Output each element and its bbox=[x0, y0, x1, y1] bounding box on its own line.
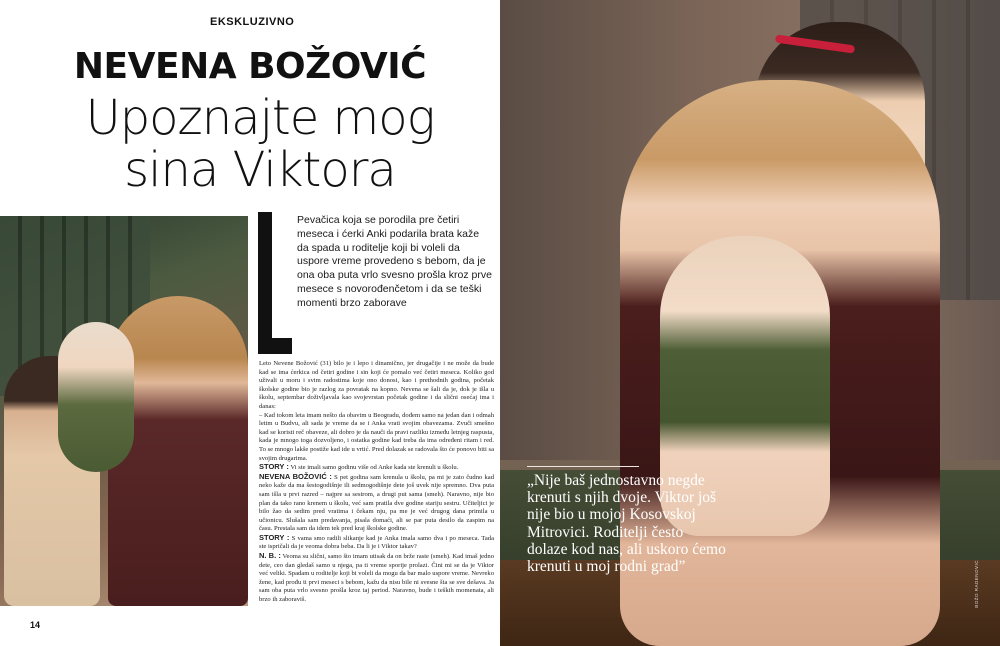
speaker-label: STORY : bbox=[259, 462, 289, 472]
body-paragraph: – Kad tokom leta imam nešto da obavim u Beogradu, dođem samo na jedan dan i odmah letim u Budvu, ali sada je vreme da se i Anka vrati svojim obavezama. Zvuči smešno kad se koristi reč obaveze, ali dobro je da nauči da pravi razliku između letnjeg raspusta, kada je mnogo toga dozvoljeno, i ostatka godine kad treba da ima određeni ritam i red. To se mnogo lakše postiže kad ide u vrtić. Pred dolazak se radovala što će ponovo biti sa svojim drugarima. bbox=[259, 411, 494, 462]
celebrity-name-title: NEVENA BOŽOVIĆ bbox=[73, 46, 427, 87]
article-body bbox=[259, 360, 494, 605]
family-photo-left bbox=[0, 216, 248, 606]
drop-cap-letter bbox=[258, 212, 292, 354]
speaker-label: NEVENA BOŽOVIĆ : bbox=[259, 471, 332, 481]
body-paragraph: Leto Nevene Božović (31) bilo je i lepo i dinamično, jer drugačije i ne može da bude kad se ima ćerkica od četiri godine i sin koji će pomalo već četiri meseca. Koliko god uživali u moru i svim radostima koje ono donosi, kao i prethodnih godina, početak školske godine bio je razlog za povratak na kopno. Nevena se šali da je, dok je išla u školu, septembar doživljavala kao svojevrstan početak godine i da slični osećaj ima i danas: bbox=[259, 360, 494, 410]
interview-question: STORY : S vama smo radili slikanje kad je Anka imala samo dva i po meseca. Tada ste ispričali da je veoma dobra beba. Da li je i Viktor takav? bbox=[259, 532, 495, 551]
article-headline bbox=[40, 92, 480, 196]
photo-credit: BOŽO RADENOVIĆ bbox=[974, 560, 979, 608]
section-kicker: EKSKLUZIVNO bbox=[210, 16, 295, 28]
page-number: 14 bbox=[30, 620, 41, 630]
headline-line-1: Upoznajte mog bbox=[85, 90, 435, 146]
speaker-label: STORY : bbox=[259, 532, 290, 542]
article-lead: Pevačica koja se porodila pre četiri meseca i ćerki Anki podarila brata kaže da spada u roditelje koji bi voleli da uspore vreme provedeno s bebom, da je ona oba puta vrlo svesno prošla kroz prve mesece s novorođenčetom i da se teški momenti brzo zaborave bbox=[297, 214, 492, 309]
interview-question: STORY : Vi ste imali samo godinu više od Anke kada ste krenuli u školu. bbox=[259, 462, 459, 472]
quote-divider bbox=[527, 466, 639, 467]
headline-line-2: sina Viktora bbox=[124, 142, 396, 198]
interview-answer: N. B. : Veoma su slični, samo što imam utisak da on brže raste (smeh). Kad imaš jedno dete, ceo dan gledaš samo u njega, pa ti vreme sporije prolazi. Čini mi se da je Viktor već veliki. Spadam u roditelje koji bi voleli da mogu da bar malo uspore vreme. Nevreko žene, kad prođu ti prvi meseci s bebom, kažu da nisu bile ni svesne šta se sve dešava. Ja sam oba puta vrlo svesno prošla kroz taj period. Naravno, bude i teških momenata, ali brzo ih zaboraviš. bbox=[259, 551, 494, 604]
pull-quote: „Nije baš jednostavno negde krenuti s njih dvoje. Viktor još nije bio u mojoj Kosovskoj Mitrovici. Roditelji često dolaze kod nas, ali uskoro ćemo krenuti u moj rodni grad” bbox=[527, 472, 726, 576]
speaker-label: N. B. : bbox=[259, 551, 281, 561]
photo-baby-figure bbox=[58, 322, 134, 472]
interview-answer: NEVENA BOŽOVIĆ : S pet godina sam krenula u školu, pa mi je zato čudno kad neko kaže da ma šestogodišnje ili sedmogodišnje dete još uvek nije spremno. Dva puta sam išla u prvi razred – najpre sa sestrom, a drugi put sama (smeh). Naravno, nije bio plan da tako rano krenem u školu, već sam pratila dve godine stariju sestru. Učiteljici je bilo žao da sedim pred vratima i čekam nju, pa me je već drugog dana primila u učionicu. Slušala sam predavanja, pisala domaći, ali se par puta desilo da zaspim na času. Prestala sam da idem tek pred kraj školske godine. bbox=[259, 471, 495, 533]
